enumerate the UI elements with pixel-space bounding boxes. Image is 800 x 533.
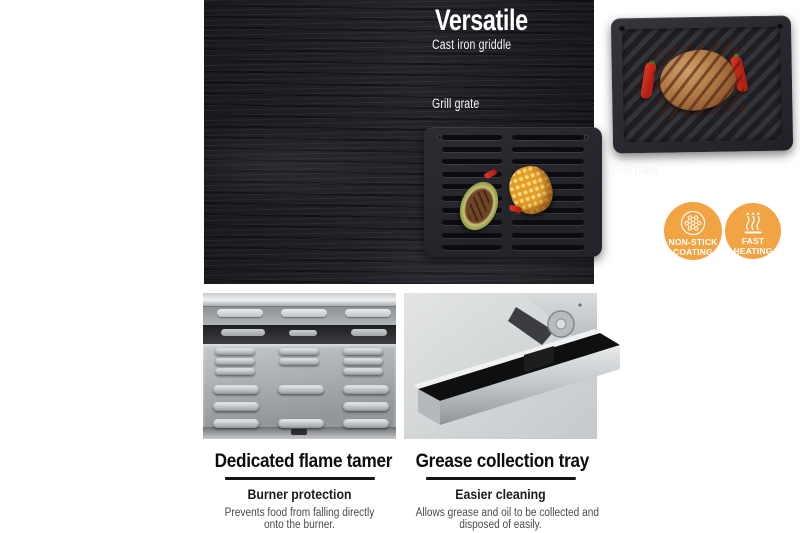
non-stick-coating-badge [664, 202, 722, 260]
grill-grate-photo [424, 127, 602, 257]
title-underline [426, 477, 576, 480]
grill-hood [203, 293, 396, 307]
feature-subtitle: Easier cleaning [455, 485, 546, 502]
feature-subtitle: Burner protection [247, 485, 352, 502]
steak-image [657, 46, 740, 115]
hero-title: Versatile [435, 4, 528, 37]
heat-waves-icon [740, 210, 766, 236]
grill-plate-label: Grill plate [612, 162, 659, 177]
title-underline [225, 477, 375, 480]
hero-subtitle: Cast iron griddle [432, 37, 512, 52]
feature-title: Dedicated flame tamer [214, 450, 393, 472]
fast-heating-badge [725, 203, 781, 259]
feature-title: Grease collection tray [415, 450, 590, 472]
grill-plate-photo [611, 15, 793, 153]
flame-tamer-photo [203, 293, 396, 439]
hero-panel [204, 0, 773, 284]
grill-grate-label: Grill grate [432, 96, 480, 111]
feature-description: Prevents food from falling directly onto the burner. [224, 506, 375, 531]
non-stick-molecule-icon [679, 209, 707, 237]
badge-label: NON-STICK COATING [668, 237, 718, 257]
latch [291, 429, 307, 435]
feature-flame-tamer [214, 450, 393, 532]
grease-tray-illustration [404, 293, 597, 439]
feature-description: Allows grease and oil to be collected and disposed of easily. [415, 506, 599, 531]
feature-grease-tray [415, 450, 599, 532]
grease-tray-photo [404, 293, 597, 439]
badge-label: FAST HEATING [733, 236, 773, 256]
